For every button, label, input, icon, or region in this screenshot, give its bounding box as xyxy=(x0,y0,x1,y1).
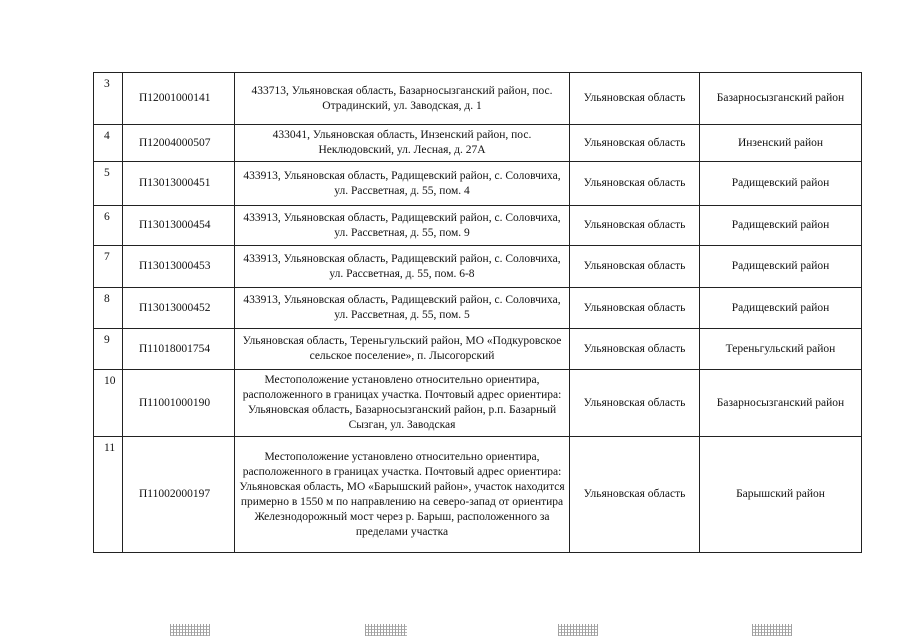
district-cell: Базарносызганский район xyxy=(700,73,862,125)
district-cell: Базарносызганский район xyxy=(700,370,862,437)
row-number: 6 xyxy=(94,206,123,246)
district-cell: Инзенский район xyxy=(700,125,862,162)
row-number: 3 xyxy=(94,73,123,125)
region-cell: Ульяновская область xyxy=(570,329,700,370)
region-cell: Ульяновская область xyxy=(570,206,700,246)
row-number: 8 xyxy=(94,288,123,329)
table-row xyxy=(94,162,862,206)
table-row xyxy=(94,437,862,553)
table-row xyxy=(94,73,862,125)
district-cell: Радищевский район xyxy=(700,288,862,329)
object-code: П13013000452 xyxy=(123,288,235,329)
object-address: 433913, Ульяновская область, Радищевский район, с. Соловчиха, ул. Рассветная, д. 55, пом. 6-8 xyxy=(235,246,570,288)
object-code: П11002000197 xyxy=(123,437,235,553)
table-row xyxy=(94,206,862,246)
object-code: П11018001754 xyxy=(123,329,235,370)
object-code: П12001000141 xyxy=(123,73,235,125)
row-number: 11 xyxy=(94,437,123,553)
row-number: 9 xyxy=(94,329,123,370)
row-number: 4 xyxy=(94,125,123,162)
table-row xyxy=(94,329,862,370)
addresses-table xyxy=(93,72,862,553)
object-code: П13013000451 xyxy=(123,162,235,206)
object-address: Местоположение установлено относительно ориентира, расположенного в границах участка. Почтовый адрес ориентира: Ульяновская область, МО «Барышский район», участок находится примерно в 1550 м по направлению на северо-запад от ориентира Железнодорожный мост через р. Барыш, расположенного за пределами участка xyxy=(235,437,570,553)
object-address: 433913, Ульяновская область, Радищевский район, с. Соловчиха, ул. Рассветная, д. 55, пом. 4 xyxy=(235,162,570,206)
object-code: П13013000453 xyxy=(123,246,235,288)
table-row xyxy=(94,125,862,162)
table-row xyxy=(94,246,862,288)
object-code: П11001000190 xyxy=(123,370,235,437)
table-row xyxy=(94,370,862,437)
scan-noise xyxy=(365,624,407,636)
district-cell: Тереньгульский район xyxy=(700,329,862,370)
object-address: 433041, Ульяновская область, Инзенский район, пос. Неклюдовский, ул. Лесная, д. 27А xyxy=(235,125,570,162)
scan-noise xyxy=(752,624,792,636)
object-address: 433913, Ульяновская область, Радищевский район, с. Соловчиха, ул. Рассветная, д. 55, пом. 9 xyxy=(235,206,570,246)
object-address: 433913, Ульяновская область, Радищевский район, с. Соловчиха, ул. Рассветная, д. 55, пом. 5 xyxy=(235,288,570,329)
region-cell: Ульяновская область xyxy=(570,246,700,288)
scan-noise xyxy=(170,624,210,636)
region-cell: Ульяновская область xyxy=(570,370,700,437)
region-cell: Ульяновская область xyxy=(570,125,700,162)
row-number: 7 xyxy=(94,246,123,288)
region-cell: Ульяновская область xyxy=(570,288,700,329)
region-cell: Ульяновская область xyxy=(570,437,700,553)
row-number: 5 xyxy=(94,162,123,206)
table-row xyxy=(94,288,862,329)
object-address: Ульяновская область, Тереньгульский район, МО «Подкуровское сельское поселение», п. Лысогорский xyxy=(235,329,570,370)
object-address: Местоположение установлено относительно ориентира, расположенного в границах участка. Почтовый адрес ориентира: Ульяновская область, Базарносызганский район, р.п. Базарный Сызган, ул. Заводская xyxy=(235,370,570,437)
region-cell: Ульяновская область xyxy=(570,73,700,125)
district-cell: Радищевский район xyxy=(700,206,862,246)
row-number: 10 xyxy=(94,370,123,437)
district-cell: Радищевский район xyxy=(700,162,862,206)
object-code: П13013000454 xyxy=(123,206,235,246)
district-cell: Барышский район xyxy=(700,437,862,553)
object-code: П12004000507 xyxy=(123,125,235,162)
object-address: 433713, Ульяновская область, Базарносызганский район, пос. Отрадинский, ул. Заводская, д. 1 xyxy=(235,73,570,125)
scan-noise xyxy=(558,624,598,636)
district-cell: Радищевский район xyxy=(700,246,862,288)
region-cell: Ульяновская область xyxy=(570,162,700,206)
